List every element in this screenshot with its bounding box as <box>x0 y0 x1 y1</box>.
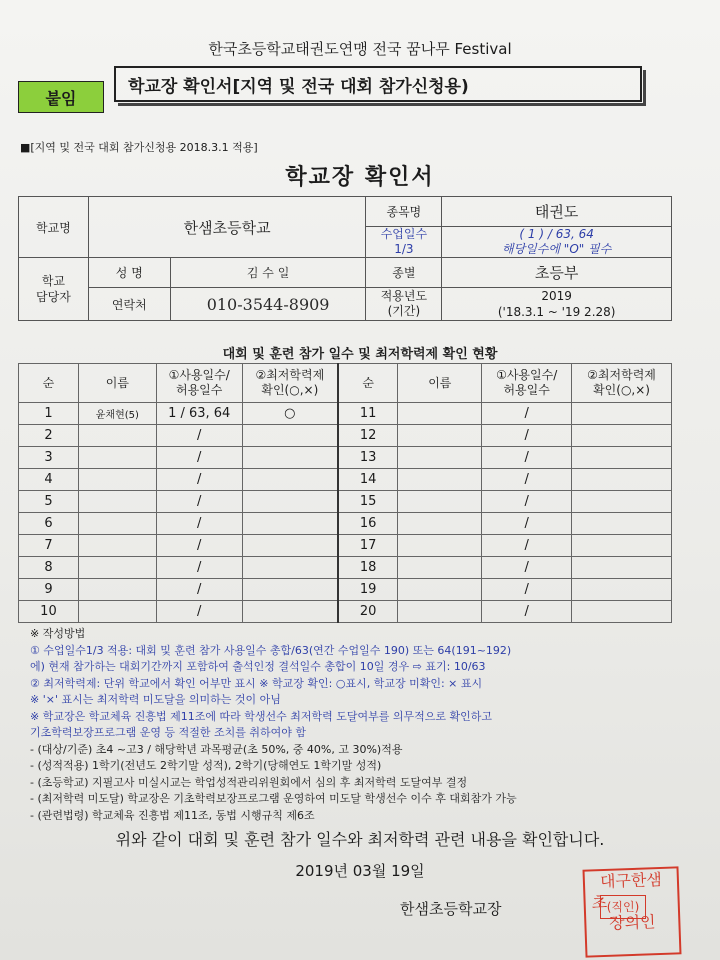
row-days: / <box>156 469 242 491</box>
row-min-grade-check-right <box>572 403 672 425</box>
row-days: / <box>156 535 242 557</box>
page-title: 학교장 확인서 <box>285 165 435 190</box>
row-name-right <box>398 447 482 469</box>
row-number-right: 17 <box>338 535 398 557</box>
col-header-min-line2: 확인(○,×) <box>261 383 319 397</box>
row-number-right: 20 <box>338 601 398 623</box>
row-number: 5 <box>19 491 79 513</box>
row-name-right <box>398 425 482 447</box>
row-days: / <box>156 491 242 513</box>
school-name-value: 한샘초등학교 <box>88 197 366 258</box>
table-row <box>19 447 672 469</box>
class-days-label <box>366 227 442 258</box>
school-name-label: 학교명 <box>19 197 89 258</box>
row-min-grade-check-right <box>572 579 672 601</box>
row-min-grade-check <box>242 447 338 469</box>
class-days-label-line1: 수업일수 <box>380 227 428 241</box>
row-number: 1 <box>19 403 79 425</box>
col-header-days-r-line2: 허용일수 <box>503 383 550 397</box>
period-value: ('18.3.1 ~ '19 2.28) <box>497 305 616 319</box>
row-days-right: / <box>482 425 572 447</box>
instruction-line: ② 최저학력제: 단위 학교에서 확인 어부만 표시 ※ 학교장 확인: ○표시, 학교장 미확인: × 표시 <box>30 676 483 690</box>
row-number: 10 <box>19 601 79 623</box>
table-row <box>19 579 672 601</box>
instruction-line: 기초학력보장프로그램 운영 등 적절한 조치를 취하여야 함 <box>30 726 307 739</box>
table-row <box>19 535 672 557</box>
row-number-right: 16 <box>338 513 398 535</box>
category-label: 종별 <box>366 258 442 288</box>
instruction-line: - (관련법령) 학교체육 진흥법 제11조, 동법 시행규칙 제6조 <box>30 808 315 822</box>
row-name <box>78 557 156 579</box>
col-header-name: 이름 <box>78 364 156 403</box>
row-min-grade-check-right <box>572 601 672 623</box>
class-days-note: 해당일수에 "O" 필수 <box>502 242 612 256</box>
class-days-label-line2: 1/3 <box>394 242 414 256</box>
teacher-label-line2: 담당자 <box>36 290 71 304</box>
col-header-days-right <box>482 364 572 403</box>
row-min-grade-check <box>242 491 338 513</box>
row-name <box>78 425 156 447</box>
row-number-right: 15 <box>338 491 398 513</box>
row-days-right: / <box>482 557 572 579</box>
row-days-right: / <box>482 469 572 491</box>
row-min-grade-check-right <box>572 557 672 579</box>
row-days: / <box>156 425 242 447</box>
table-row <box>19 403 672 425</box>
name-label: 성 명 <box>88 258 170 288</box>
row-min-grade-check: ○ <box>242 403 338 425</box>
roster-section-title: 대회 및 훈련 참가 일수 및 최저학력제 확인 현황 <box>222 347 498 362</box>
row-days: / <box>156 601 242 623</box>
instruction-line: - (최저학력 미도달) 학교장은 기초학력보장프로그램 운영하여 미도달 학생선수 이수 후 대회참가 가능 <box>30 792 517 805</box>
col-header-min-grade <box>242 364 338 403</box>
row-min-grade-check-right <box>572 535 672 557</box>
row-number: 4 <box>19 469 79 491</box>
row-name-right <box>398 491 482 513</box>
table-row <box>19 513 672 535</box>
row-min-grade-check <box>242 535 338 557</box>
row-days: / <box>156 513 242 535</box>
col-header-days-r-line1: ①사용일수/ <box>496 368 558 382</box>
row-days: / <box>156 579 242 601</box>
row-min-grade-check-right <box>572 513 672 535</box>
instruction-line: - (초등학교) 지필고사 미실시교는 학업성적관리위원회에서 심의 후 최저학력 도달여부 결정 <box>30 775 468 789</box>
organization-title: 한국초등학교태권도연맹 전국 꿈나무 Festival <box>208 40 512 58</box>
row-number: 8 <box>19 557 79 579</box>
row-name-right <box>398 403 482 425</box>
instructions <box>30 626 700 824</box>
class-days-field <box>442 227 672 258</box>
col-header-days <box>156 364 242 403</box>
document-heading: 학교장 확인서[지역 및 전국 대회 참가신청용) <box>114 66 642 102</box>
col-header-min-r-line2: 확인(○,×) <box>593 383 650 397</box>
col-header-min-line1: ②최저학력제 <box>255 368 325 382</box>
contact-value: 010-3544-8909 <box>170 288 366 321</box>
row-number: 3 <box>19 447 79 469</box>
teacher-label-line1: 학교 <box>41 274 66 288</box>
roster-body <box>19 403 672 623</box>
row-name <box>78 469 156 491</box>
seal-line2: 초 <box>591 892 608 913</box>
row-min-grade-check <box>242 601 338 623</box>
row-name <box>78 579 156 601</box>
attachment-label: 붙임 <box>18 81 104 113</box>
col-header-days-line1: ①사용일수/ <box>168 368 230 382</box>
row-min-grade-check-right <box>572 425 672 447</box>
row-days-right: / <box>482 579 572 601</box>
row-days: / <box>156 557 242 579</box>
instruction-line: - (성적적용) 1학기(전년도 2학기말 성적), 2학기(당해연도 1학기말 성적) <box>30 759 382 772</box>
col-header-min-grade-right <box>572 364 672 403</box>
row-name-right <box>398 579 482 601</box>
row-min-grade-check-right <box>572 491 672 513</box>
row-number-right: 13 <box>338 447 398 469</box>
row-number-right: 18 <box>338 557 398 579</box>
table-row <box>19 557 672 579</box>
table-row <box>19 601 672 623</box>
row-name: 윤채현(5) <box>78 403 156 425</box>
row-days: 1 / 63, 64 <box>156 403 242 425</box>
seal-line1: 대구한샘 <box>599 869 663 892</box>
row-min-grade-check <box>242 469 338 491</box>
instruction-line: - (대상/기준) 초4 ~고3 / 해당학년 과목평균(초 50%, 중 40%, 고 30%)적용 <box>30 742 403 756</box>
row-days-right: / <box>482 491 572 513</box>
table-row <box>19 425 672 447</box>
row-number-right: 12 <box>338 425 398 447</box>
row-number: 7 <box>19 535 79 557</box>
table-row <box>19 491 672 513</box>
instruction-line: ※ '×' 표시는 최저학력 미도달을 의미하는 것이 아님 <box>30 693 281 706</box>
col-header-days-line2: 허용일수 <box>176 383 223 397</box>
form-version-note: ■[지역 및 전국 대회 참가신청용 2018.3.1 적용] <box>20 141 258 154</box>
row-min-grade-check <box>242 425 338 447</box>
confirmation-statement: 위와 같이 대회 및 훈련 참가 일수와 최저학력 관련 내용을 확인합니다. <box>115 830 605 849</box>
row-number: 2 <box>19 425 79 447</box>
row-number-right: 19 <box>338 579 398 601</box>
row-min-grade-check-right <box>572 469 672 491</box>
row-name-right <box>398 469 482 491</box>
year-field <box>442 288 672 321</box>
row-days-right: / <box>482 447 572 469</box>
principal-signature-line: 한샘초등학교장 <box>400 900 502 918</box>
row-name-right <box>398 557 482 579</box>
col-header-no: 순 <box>19 364 79 403</box>
event-value: 태권도 <box>442 197 672 227</box>
row-min-grade-check <box>242 579 338 601</box>
col-header-name-right: 이름 <box>398 364 482 403</box>
year-label-line2: (기간) <box>387 304 421 318</box>
row-name-right <box>398 513 482 535</box>
year-value: 2019 <box>541 289 572 303</box>
row-days-right: / <box>482 513 572 535</box>
row-name <box>78 447 156 469</box>
row-min-grade-check <box>242 513 338 535</box>
event-label: 종목명 <box>366 197 442 227</box>
row-min-grade-check <box>242 557 338 579</box>
year-label-line1: 적용년도 <box>380 289 428 303</box>
col-header-min-r-line1: ②최저학력제 <box>587 368 656 382</box>
category-value: 초등부 <box>442 258 672 288</box>
instruction-line: 에) 현재 참가하는 대회기간까지 포함하여 출석인정 결석일수 총합이 10일 경우 ⇨ 표기: 10/63 <box>30 660 486 673</box>
row-name <box>78 535 156 557</box>
instruction-line: ※ 학교장은 학교체육 진흥법 제11조에 따라 학생선수 최저학력 도달여부를 의무적으로 확인하고 <box>30 709 492 723</box>
table-row <box>19 469 672 491</box>
row-min-grade-check-right <box>572 447 672 469</box>
instructions-lines <box>30 643 700 825</box>
row-name <box>78 491 156 513</box>
row-days-right: / <box>482 535 572 557</box>
row-days-right: / <box>482 403 572 425</box>
row-name-right <box>398 535 482 557</box>
class-days-value: ( 1 ) / 63, 64 <box>519 227 594 241</box>
seal-line3: 장의인 <box>608 912 656 933</box>
roster-table <box>18 363 672 623</box>
instructions-heading: ※ 작성방법 <box>30 627 86 640</box>
seal-stamp-mark: (직인) <box>600 895 646 919</box>
issue-date: 2019년 03월 19일 <box>295 862 425 880</box>
teacher-name-value: 김 수 일 <box>170 258 366 288</box>
row-number: 6 <box>19 513 79 535</box>
row-number-right: 11 <box>338 403 398 425</box>
row-name-right <box>398 601 482 623</box>
row-days: / <box>156 447 242 469</box>
row-number-right: 14 <box>338 469 398 491</box>
contact-label: 연락처 <box>88 288 170 321</box>
instruction-line: ① 수업일수1/3 적용: 대회 및 훈련 참가 사용일수 총합/63(연간 수업일수 190) 또는 64(191~192) <box>30 643 512 657</box>
teacher-label <box>19 258 89 321</box>
school-info-table <box>18 196 672 321</box>
col-header-no-right: 순 <box>338 364 398 403</box>
row-name <box>78 601 156 623</box>
row-name <box>78 513 156 535</box>
row-days-right: / <box>482 601 572 623</box>
year-label <box>366 288 442 321</box>
row-number: 9 <box>19 579 79 601</box>
